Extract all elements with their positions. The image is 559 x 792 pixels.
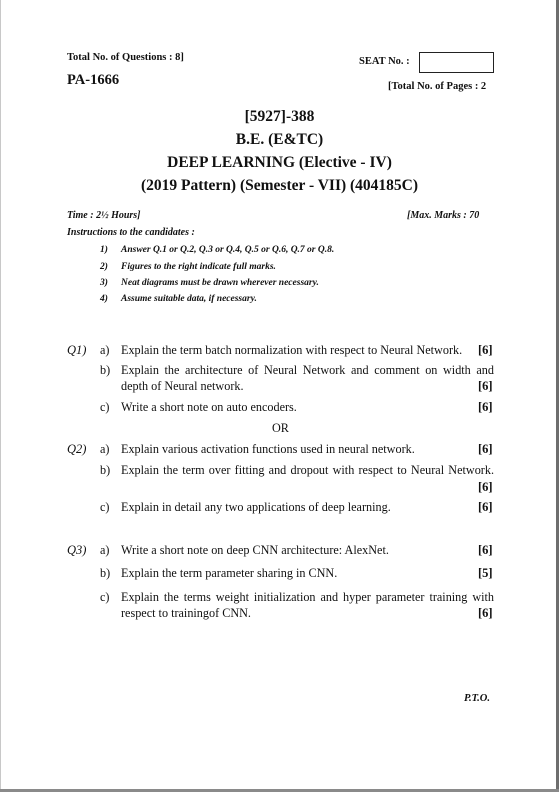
marks: [6]	[478, 400, 493, 414]
instruction-text: Neat diagrams must be drawn wherever necessary.	[121, 278, 319, 288]
instruction-text: Figures to the right indicate full marks.	[121, 262, 276, 272]
sub-label: a)	[100, 343, 110, 357]
marks: [6]	[478, 480, 493, 494]
question-text: Explain various activation functions used in neural network.	[121, 442, 415, 456]
marks: [6]	[478, 543, 493, 557]
total-questions: Total No. of Questions : 8]	[67, 52, 184, 63]
seat-no-box	[419, 52, 494, 73]
time-label: Time : 2½ Hours]	[67, 210, 141, 221]
instruction-number: 4)	[100, 294, 108, 304]
question-text: Write a short note on deep CNN architecture: AlexNet.	[121, 543, 389, 557]
max-marks: [Max. Marks : 70	[407, 210, 480, 221]
instructions-heading: Instructions to the candidates :	[67, 227, 195, 238]
exam-code: [5927]-388	[244, 108, 315, 125]
question-text: Explain the term over fitting and dropout with respect to Neural Network.	[121, 463, 494, 477]
question-label-q3: Q3)	[67, 543, 87, 557]
marks: [6]	[478, 442, 493, 456]
total-pages: [Total No. of Pages : 2	[388, 81, 487, 92]
sub-label: a)	[100, 543, 110, 557]
sub-label: b)	[100, 566, 111, 580]
marks: [5]	[478, 566, 493, 580]
pto-label: P.T.O.	[464, 693, 490, 704]
instruction-number: 1)	[100, 245, 108, 255]
instruction-number: 2)	[100, 262, 108, 272]
paper-code: PA-1666	[67, 72, 120, 88]
sub-label: a)	[100, 442, 110, 456]
marks: [6]	[478, 606, 493, 620]
question-text-cont: respect to trainingof CNN.	[121, 606, 251, 620]
seat-no-label: SEAT No. :	[359, 56, 410, 67]
instruction-number: 3)	[100, 278, 108, 288]
pattern-title: (2019 Pattern) (Semester - VII) (404185C)	[140, 177, 419, 194]
sub-label: c)	[100, 590, 110, 604]
question-text: Explain the term batch normalization with respect to Neural Network.	[121, 343, 463, 357]
question-text: Explain in detail any two applications of deep learning.	[121, 500, 391, 514]
sub-label: b)	[100, 463, 111, 477]
marks: [6]	[478, 343, 493, 357]
subject-title: DEEP LEARNING (Elective - IV)	[167, 154, 392, 171]
marks: [6]	[478, 379, 493, 393]
question-text: Explain the architecture of Neural Network and comment on width and	[121, 363, 494, 377]
question-text-cont: depth of Neural network.	[121, 379, 244, 393]
question-label-q1: Q1)	[67, 343, 87, 357]
question-label-q2: Q2)	[67, 442, 87, 456]
instruction-text: Answer Q.1 or Q.2, Q.3 or Q.4, Q.5 or Q.6, Q.7 or Q.8.	[121, 245, 335, 255]
or-separator: OR	[272, 421, 289, 435]
marks: [6]	[478, 500, 493, 514]
sub-label: c)	[100, 400, 110, 414]
sub-label: c)	[100, 500, 110, 514]
instruction-text: Assume suitable data, if necessary.	[121, 294, 257, 304]
degree-title: B.E. (E&TC)	[235, 131, 324, 148]
question-text: Explain the terms weight initialization and hyper parameter training with	[121, 590, 494, 604]
sub-label: b)	[100, 363, 111, 377]
question-text: Explain the term parameter sharing in CNN.	[121, 566, 338, 580]
question-text: Write a short note on auto encoders.	[121, 400, 297, 414]
